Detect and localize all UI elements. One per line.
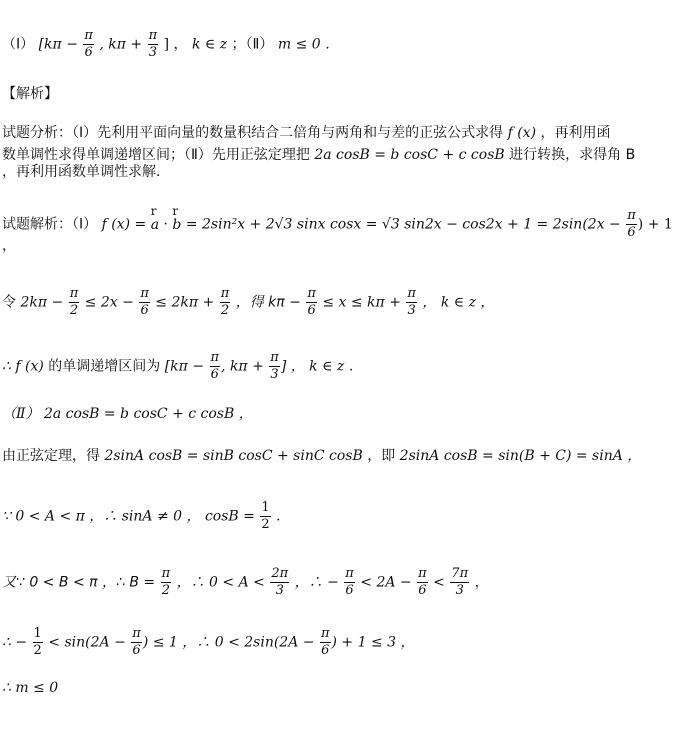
fraction-pi-2: $\frac{\pi}{2}$ (69, 286, 79, 318)
analysis-line-3: ，再利用函数单调性求解． (2, 164, 170, 180)
ling-line (2, 286, 494, 319)
part2-line: （Ⅱ） 2a cosB = b cosC + c cosB ， (2, 406, 253, 422)
also-d: < 2A − (355, 574, 412, 591)
ling-prefix: 令 (2, 294, 21, 311)
interval-open: [kπ − (38, 36, 78, 53)
fraction-pi-6: $\frac{\pi}{6}$ (307, 286, 316, 318)
fx-tail: ) + 1 (637, 216, 673, 233)
fx-lhs: f (x) = (97, 216, 151, 233)
range-of-A-line (2, 566, 489, 599)
ling-b: ≤ 2x − (80, 294, 134, 311)
sine-rule-text: 由正弦定理，得 (2, 448, 100, 464)
fraction-pi-6: $\frac{\pi}{6}$ (140, 286, 149, 318)
fraction-pi-6: $\frac{\pi}{6}$ (627, 208, 636, 240)
answer-m: m ≤ 0 ． (277, 36, 340, 53)
also-f: ， (470, 574, 489, 591)
interval-b: , kπ + (221, 358, 264, 375)
sin-range-line (2, 626, 415, 659)
analysis-line-1-tail: ，再利用函 (540, 125, 611, 141)
fraction-1-2: $\frac{1}{2}$ (261, 500, 270, 532)
analysis-line-1-text: 试题分析：（Ⅰ）先利用平面向量的数量积结合二倍角与两角和与差的正弦公式求得 (2, 125, 504, 141)
fx-trailing-comma: ， (2, 238, 16, 254)
part2-sep: ；（Ⅱ） (231, 36, 274, 53)
range-b: < sin(2A − (43, 634, 126, 651)
answer-line (2, 28, 339, 61)
fraction-1-2: $\frac{1}{2}$ (33, 626, 42, 658)
interval-close: ] ， (163, 36, 188, 53)
analysis-line-2-text: 数单调性求得单调递增区间；（Ⅱ）先用正弦定理把 (2, 147, 310, 163)
fraction-pi-6: $\frac{\pi}{6}$ (345, 566, 354, 598)
sine-rule-mid: ，即 (367, 448, 396, 464)
interval-c: ] ， k ∈ z ． (280, 358, 363, 375)
interval-a: [kπ − (160, 358, 205, 375)
also-b-eq: 又∵ 0 < B < π ，∴ B = (2, 574, 156, 591)
vector-b: r b (172, 203, 182, 233)
ling-c: ≤ 2kπ + (150, 294, 215, 311)
fx-expansion: = 2sin²x + 2√3 sinx cosx = √3 sin2x − cos2x + 1 = 2sin(2x − (181, 216, 621, 233)
sine-rule-eq2: 2sinA cosB = sin(B + C) = sinA ， (395, 448, 642, 464)
monotonic-interval-line (2, 350, 363, 383)
ling-e: ≤ x ≤ kπ + (317, 294, 401, 311)
fraction-pi-3: $\frac{\pi}{3}$ (148, 28, 158, 60)
also-b: ，∴ 0 < A < (172, 574, 265, 591)
solution-fx-line (2, 203, 673, 241)
cosB-line (2, 500, 290, 533)
analysis-line-2-tail: 进行转换，求得角 B (509, 147, 636, 163)
dot-operator: · (159, 216, 173, 233)
range-c: ) ≤ 1 ，∴ 0 < 2sin(2A − (142, 634, 315, 651)
fraction-pi-3: $\frac{\pi}{3}$ (407, 286, 416, 318)
so-fx-text: 的单调递增区间为 (48, 358, 161, 375)
analysis-equation: 2a cosB = b cosC + c cosB (309, 147, 510, 163)
fraction-2pi-3: $\frac{2\pi}{3}$ (271, 566, 289, 598)
fraction-pi-2: $\frac{\pi}{2}$ (161, 566, 171, 598)
fraction-pi-2: $\frac{\pi}{2}$ (220, 286, 230, 318)
fraction-pi-6: $\frac{\pi}{6}$ (320, 626, 330, 658)
sine-rule-eq: 2sinA cosB = sinB cosC + sinC cosB (100, 448, 368, 464)
fraction-pi-6: $\frac{\pi}{6}$ (210, 350, 220, 382)
part1-label: （Ⅰ） (2, 36, 35, 53)
range-a: ∴ − (2, 634, 28, 651)
analysis-heading: 【解析】 (2, 86, 58, 102)
ling-d: ，得 kπ − (231, 294, 301, 311)
analysis-line-1 (2, 123, 611, 143)
so-fx: ∴ f (x) (2, 358, 49, 375)
ling-a: 2kπ − (20, 294, 64, 311)
fraction-pi-6: $\frac{\pi}{6}$ (132, 626, 141, 658)
fraction-pi-3: $\frac{\pi}{3}$ (270, 350, 279, 382)
analysis-fx: f (x) (503, 125, 541, 141)
ling-f: ， k ∈ z ， (417, 294, 495, 311)
range-d: ) + 1 ≤ 3 ， (331, 634, 415, 651)
fraction-pi-6: $\frac{\pi}{6}$ (84, 28, 93, 60)
fraction-7pi-3: $\frac{7\pi}{3}$ (451, 566, 469, 598)
because-a: ∵ 0 < A < π ，∴ sinA ≠ 0 ， cosB = (2, 508, 255, 525)
sine-rule-line (2, 446, 641, 466)
period: ． (271, 508, 291, 525)
also-e: < (428, 574, 445, 591)
fraction-pi-6: $\frac{\pi}{6}$ (418, 566, 427, 598)
also-c: ，∴ − (290, 574, 339, 591)
solution-intro: 试题解析：（Ⅰ） (2, 216, 98, 233)
vector-a: r a (150, 203, 160, 233)
final-answer: ∴ m ≤ 0 (2, 680, 59, 696)
interval-mid: , kπ + (99, 36, 143, 53)
k-in-z: k ∈ z (191, 36, 228, 53)
